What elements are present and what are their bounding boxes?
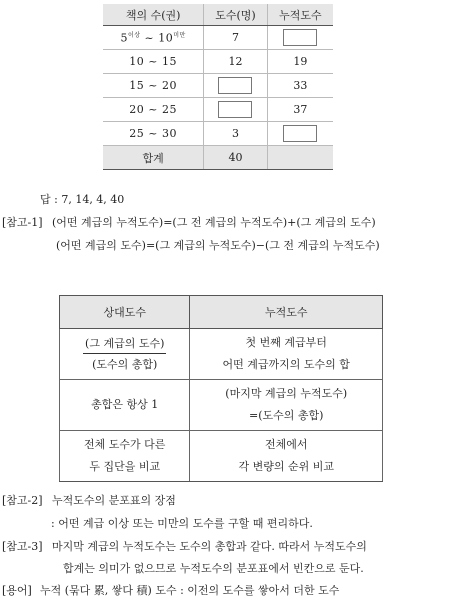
- note3-line2: 합계는 의미가 없으므로 누적도수의 분포표에서 빈칸으로 둔다.: [63, 562, 364, 575]
- table-row: [103, 122, 333, 146]
- table-row: [60, 329, 383, 380]
- class-cell: [103, 98, 204, 122]
- note2-line1: 누적도수의 분포표의 장점: [52, 494, 176, 507]
- table-row: [60, 431, 383, 482]
- total-cumulative: [267, 146, 333, 170]
- class-cell: [103, 122, 204, 146]
- class-upper: 30: [162, 127, 177, 140]
- class-upper: 25: [162, 103, 177, 116]
- note3-line1: 마지막 계급의 누적도수는 도수의 총합과 같다. 따라서 누적도수의: [52, 540, 367, 553]
- note1-label: [참고-1]: [2, 216, 43, 229]
- class-lower: 25: [129, 127, 145, 140]
- table-row: [103, 74, 333, 98]
- relative-frequency-formula: [60, 329, 190, 380]
- class-cell: [103, 26, 204, 50]
- class-lower: 5: [120, 31, 128, 45]
- total-row: [103, 146, 333, 170]
- relative-frequency-usage: [60, 431, 190, 482]
- blank-box[interactable]: [218, 101, 252, 118]
- fraction-denominator: (도수의 총합): [92, 358, 158, 371]
- blank-box[interactable]: [283, 29, 317, 46]
- tilde: ~: [148, 127, 158, 140]
- class-upper: 20: [162, 79, 177, 92]
- definition-line: 어떤 계급까지의 도수의 합: [222, 358, 350, 371]
- class-upper: 15: [162, 55, 177, 68]
- header-class: 책의 수(권): [103, 4, 204, 26]
- table-row: [103, 98, 333, 122]
- header-frequency: 도수(명): [204, 4, 267, 26]
- frequency-cell: [204, 98, 267, 122]
- header-relative-frequency: 상대도수: [60, 296, 190, 329]
- definition-line: 첫 번째 계급부터: [245, 336, 327, 349]
- term-definition: 누적 (묶다 累, 쌓다 積) 도수 : 이전의 도수를 쌓아서 더한 도수: [40, 584, 340, 597]
- total-label: 합계: [103, 146, 204, 170]
- frequency-cell: 3: [204, 122, 267, 146]
- class-lower-suffix: 이상: [127, 32, 141, 40]
- note3-label: [참고-3]: [2, 540, 43, 553]
- frequency-cell: [204, 74, 267, 98]
- note2-label: [참고-2]: [2, 494, 43, 507]
- usage-line: 각 변량의 순위 비교: [238, 460, 334, 473]
- fraction-numerator: (그 계급의 도수): [83, 335, 166, 354]
- table-row: [103, 50, 333, 74]
- class-cell: [103, 74, 204, 98]
- note1-line1: (어떤 계급의 누적도수)=(그 전 계급의 누적도수)+(그 계급의 도수): [52, 216, 376, 229]
- tilde: ~: [148, 103, 158, 116]
- usage-line: 전체 도수가 다른: [84, 438, 166, 451]
- freq-table-header: [103, 4, 333, 26]
- class-lower: 10: [129, 55, 145, 68]
- cumulative-frequency-usage: [190, 431, 383, 482]
- class-lower: 15: [129, 79, 145, 92]
- table-row: [60, 380, 383, 431]
- tilde: ~: [148, 55, 158, 68]
- header-cumulative-frequency: 누적도수: [190, 296, 383, 329]
- class-upper: 10: [158, 31, 174, 45]
- cumulative-cell: 19: [267, 50, 333, 74]
- cumulative-cell: 37: [267, 98, 333, 122]
- total-line: =(도수의 총합): [248, 409, 324, 422]
- frequency-cell: 7: [204, 26, 267, 50]
- usage-line: 두 집단을 비교: [89, 460, 161, 473]
- note1-line2: (어떤 계급의 도수)=(그 계급의 누적도수)−(그 전 계급의 누적도수): [56, 239, 380, 252]
- note2-line2: : 어떤 계급 이상 또는 미만의 도수를 구할 때 편리하다.: [51, 517, 313, 530]
- term-label: [용어]: [2, 584, 32, 597]
- comparison-header: [60, 296, 383, 329]
- tilde: ~: [144, 31, 155, 45]
- cumulative-frequency-total: [190, 380, 383, 431]
- comparison-table: [59, 295, 383, 482]
- cumulative-cell: [267, 122, 333, 146]
- class-upper-suffix: 미만: [173, 32, 186, 40]
- usage-line: 전체에서: [264, 438, 308, 451]
- table-row: [103, 26, 333, 50]
- header-cumulative: 누적도수: [267, 4, 333, 26]
- frequency-cell: 12: [204, 50, 267, 74]
- total-value: 40: [204, 146, 267, 170]
- blank-box[interactable]: [283, 125, 317, 142]
- cumulative-cell: 33: [267, 74, 333, 98]
- class-lower: 20: [129, 103, 145, 116]
- class-cell: [103, 50, 204, 74]
- frequency-table: [103, 4, 333, 170]
- cumulative-cell: [267, 26, 333, 50]
- relative-frequency-total: 총합은 항상 1: [60, 380, 190, 431]
- tilde: ~: [148, 79, 158, 92]
- answer-line: 답 : 7, 14, 4, 40: [40, 193, 125, 206]
- cumulative-frequency-definition: [190, 329, 383, 380]
- blank-box[interactable]: [218, 77, 252, 94]
- total-line: (마지막 계급의 누적도수): [225, 387, 348, 400]
